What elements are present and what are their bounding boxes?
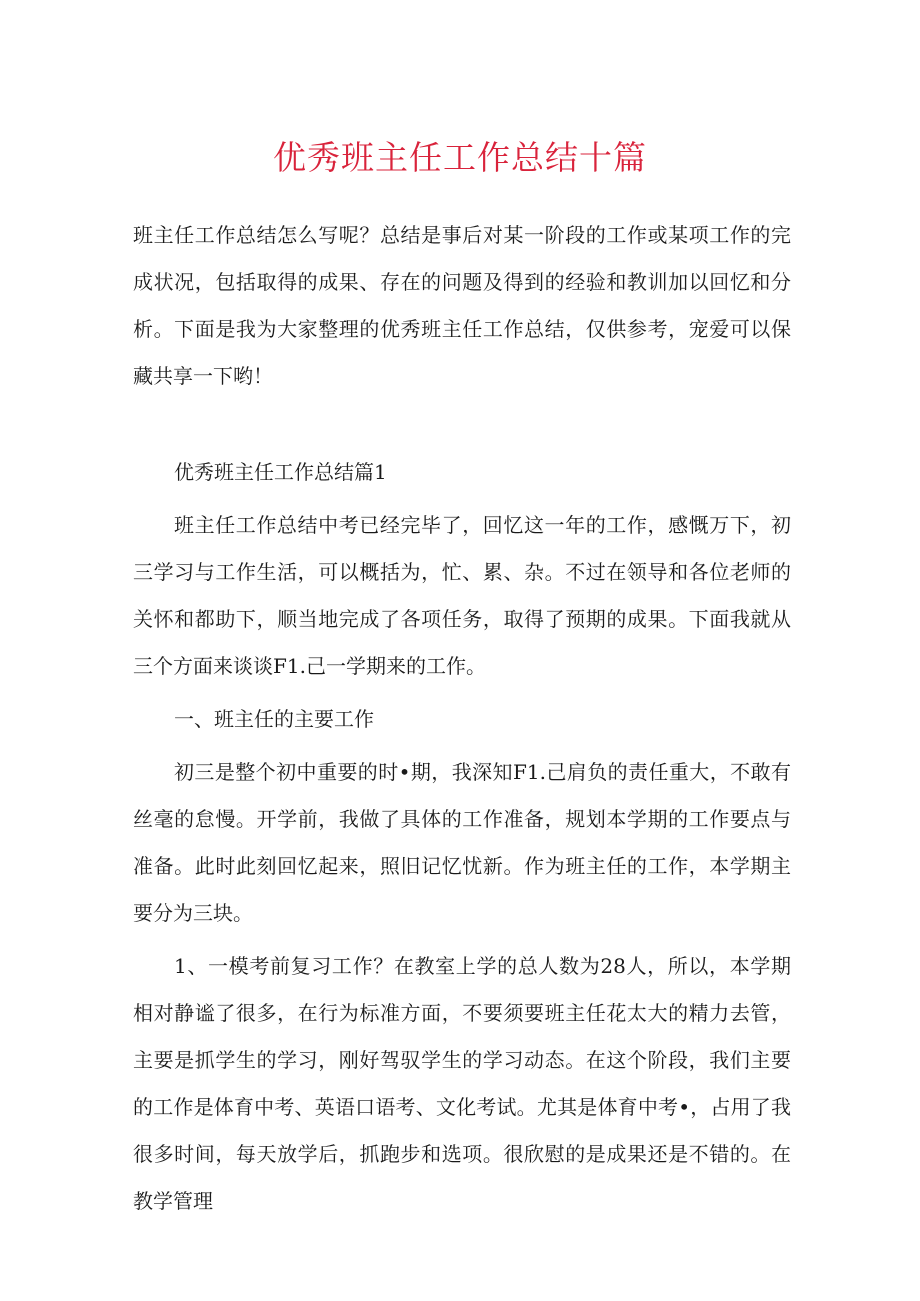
- document-body: [133, 212, 791, 1225]
- intro-paragraph: 班主任工作总结怎么写呢？总结是事后对某一阶段的工作或某项工作的完成状况，包括取得的成果、存在的问题及得到的经验和教训加以回忆和分析。下面是我为大家整理的优秀班主任工作总结，仅供参考，宠爱可以保藏共享一下哟！: [133, 223, 791, 388]
- body-paragraph-3: 1、一模考前复习工作？在教室上学的总人数为28人，所以，本学期相对静谧了很多，在行为标准方面，不要须要班主任花太大的精力去管，主要是抓学生的学习，刚好驾驭学生的学习动态。在这个阶段，我们主要的工作是体育中考、英语口语考、文化考试。尤其是体育中考•，占用了我很多时间，每天放学后，抓跑步和选项。很欣慰的是成果还是不错的。在教学管理: [133, 954, 791, 1213]
- body-paragraph-1: 班主任工作总结中考已经完毕了，回忆这一年的工作，感慨万下，初三学习与工作生活，可以概括为，忙、累、杂。不过在领导和各位老师的关怀和都助下，顺当地完成了各项任务，取得了预期的成果。下面我就从三个方面来谈谈F1.己一学期来的工作。: [133, 513, 791, 678]
- document-title: 优秀班主任工作总结十篇: [273, 138, 647, 177]
- subheading: 一、班主任的主要工作: [174, 707, 374, 731]
- section-heading: 优秀班主任工作总结篇1: [174, 460, 387, 484]
- body-paragraph-2: 初三是整个初中重要的时•期，我深知F1.己肩负的责任重大，不敢有丝毫的怠慢。开学前，我做了具体的工作准备，规划本学期的工作要点与准备。此时此刻回忆起来，照旧记忆忧新。作为班主任的工作，本学期主要分为三块。: [133, 760, 791, 925]
